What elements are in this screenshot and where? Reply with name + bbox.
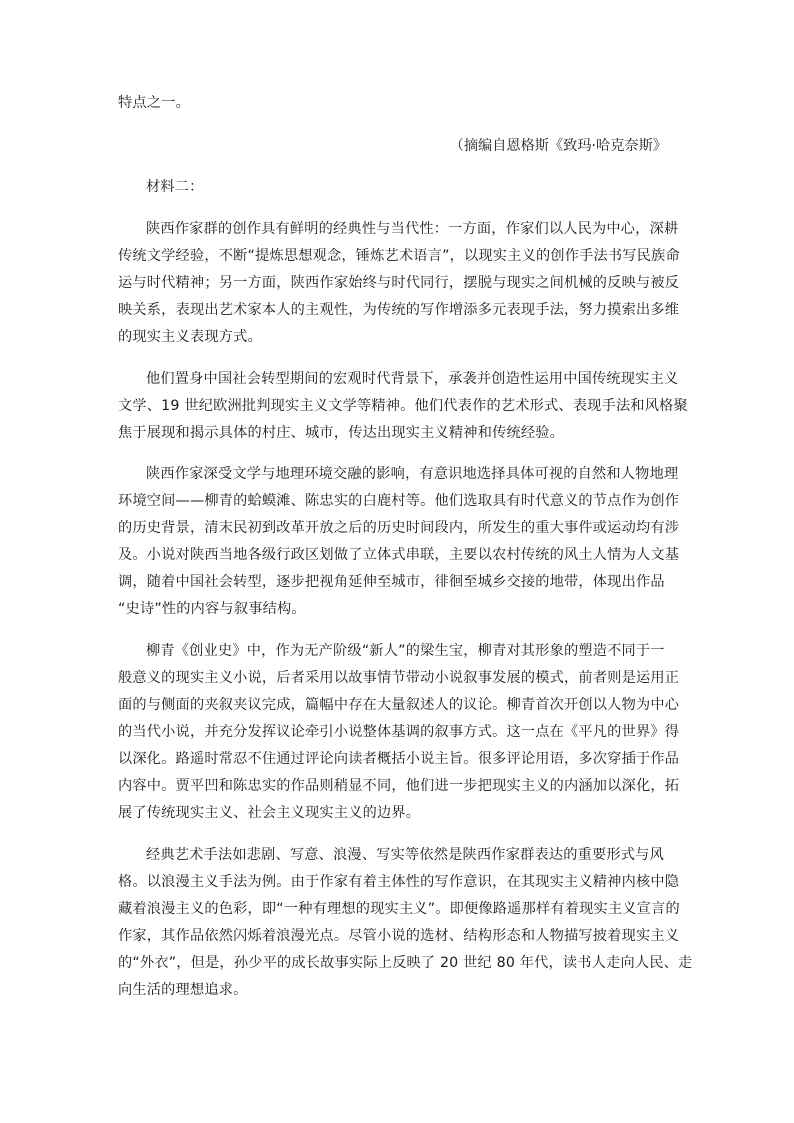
paragraph-line: 格。以浪漫主义手法为例。由于作家有着主体性的写作意识，在其现实主义精神内核中隐 xyxy=(118,874,680,890)
paragraph-line: 的现实主义表现方式。 xyxy=(118,329,262,345)
paragraph-line: 陕西作家群的创作具有鲜明的经典性与当代性：一方面，作家们以人民为中心，深耕 xyxy=(146,221,679,237)
paragraph-line: 及。小说对陕西当地各级行政区划做了立体式串联，主要以农村传统的风土人情为人文基 xyxy=(118,547,680,563)
paragraph-line: “史诗”性的内容与叙事结构。 xyxy=(118,601,306,617)
paragraph-line: 的“外衣”，但是，孙少平的成长故事实际上反映了 20 世纪 80 年代，读书人走向人民、走 xyxy=(118,955,693,971)
paragraph-line: 焦于展现和揭示具体的村庄、城市，传达出现实主义精神和传统经验。 xyxy=(118,425,565,441)
paragraph-line: 藏着浪漫主义的色彩，即“一种有理想的现实主义”。即便像路遥那样有着现实主义宣言的 xyxy=(118,901,680,917)
paragraph-line: 文学、19 世纪欧洲批判现实主义文学等精神。他们代表作的艺术形式、表现手法和风格聚 xyxy=(118,398,688,414)
paragraph-line: 经典艺术手法如悲剧、写意、浪漫、写实等依然是陕西作家群表达的重要形式与风 xyxy=(146,847,664,863)
paragraph-line: 陕西作家深受文学与地理环境交融的影响，有意识地选择具体可视的自然和人物地理 xyxy=(146,466,679,482)
paragraph-line: 的当代小说，并充分发挥议论牵引小说整体基调的叙事方式。这一点在《平凡的世界》得 xyxy=(118,724,680,740)
paragraph-line: 映关系，表现出艺术家本人的主观性，为传统的写作增添多元表现手法，努力摸索出多维 xyxy=(118,302,680,318)
opening-line: 特点之一。 xyxy=(118,95,190,111)
paragraph-line: 的历史背景，清末民初到改革开放之后的历史时间段内，所发生的重大事件或运动均有涉 xyxy=(118,520,680,536)
paragraph-line: 环境空间——柳青的蛤蟆滩、陈忠实的白鹿村等。他们选取具有时代意义的节点作为创作 xyxy=(118,493,680,509)
paragraph-line: 他们置身中国社会转型期间的宏观时代背景下，承袭并创造性运用中国传统现实主义 xyxy=(146,371,679,387)
paragraph-line: 内容中。贾平凹和陈忠实的作品则稍显不同，他们进一步把现实主义的内涵加以深化，拓 xyxy=(118,778,680,794)
paragraph-line: 般意义的现实主义小说，后者采用以故事情节带动小说叙事发展的模式，前者则是运用正 xyxy=(118,670,680,686)
paragraph-line: 展了传统现实主义、社会主义现实主义的边界。 xyxy=(118,805,421,821)
paragraph-line: 传统文学经验，不断“提炼思想观念，锤炼艺术语言”，以现实主义的创作手法书写民族命 xyxy=(118,248,680,264)
paragraph-line: 运与时代精神；另一方面，陕西作家始终与时代同行，摆脱与现实之间机械的反映与被反 xyxy=(118,275,680,291)
section-heading: 材料二： xyxy=(146,179,204,195)
paragraph-line: 以深化。路遥时常忍不住通过评论向读者概括小说主旨。很多评论用语，多次穿插于作品 xyxy=(118,751,680,767)
paragraph-line: 面的与侧面的夹叙夹议完成，篇幅中存在大量叙述人的议论。柳青首次开创以人物为中心 xyxy=(118,697,680,713)
paragraph-line: 向生活的理想追求。 xyxy=(118,982,248,998)
paragraph-line: 调，随着中国社会转型，逐步把视角延伸至城市，徘徊至城乡交接的地带，体现出作品 xyxy=(118,574,665,590)
paragraph-line: 作家，其作品依然闪烁着浪漫光点。尽管小说的选材、结构形态和人物描写披着现实主义 xyxy=(118,928,680,944)
paragraph-line: 柳青《创业史》中，作为无产阶级“新人”的梁生宝，柳青对其形象的塑造不同于一 xyxy=(146,643,665,659)
citation: （摘编自恩格斯《致玛·哈克奈斯》 xyxy=(449,138,667,154)
